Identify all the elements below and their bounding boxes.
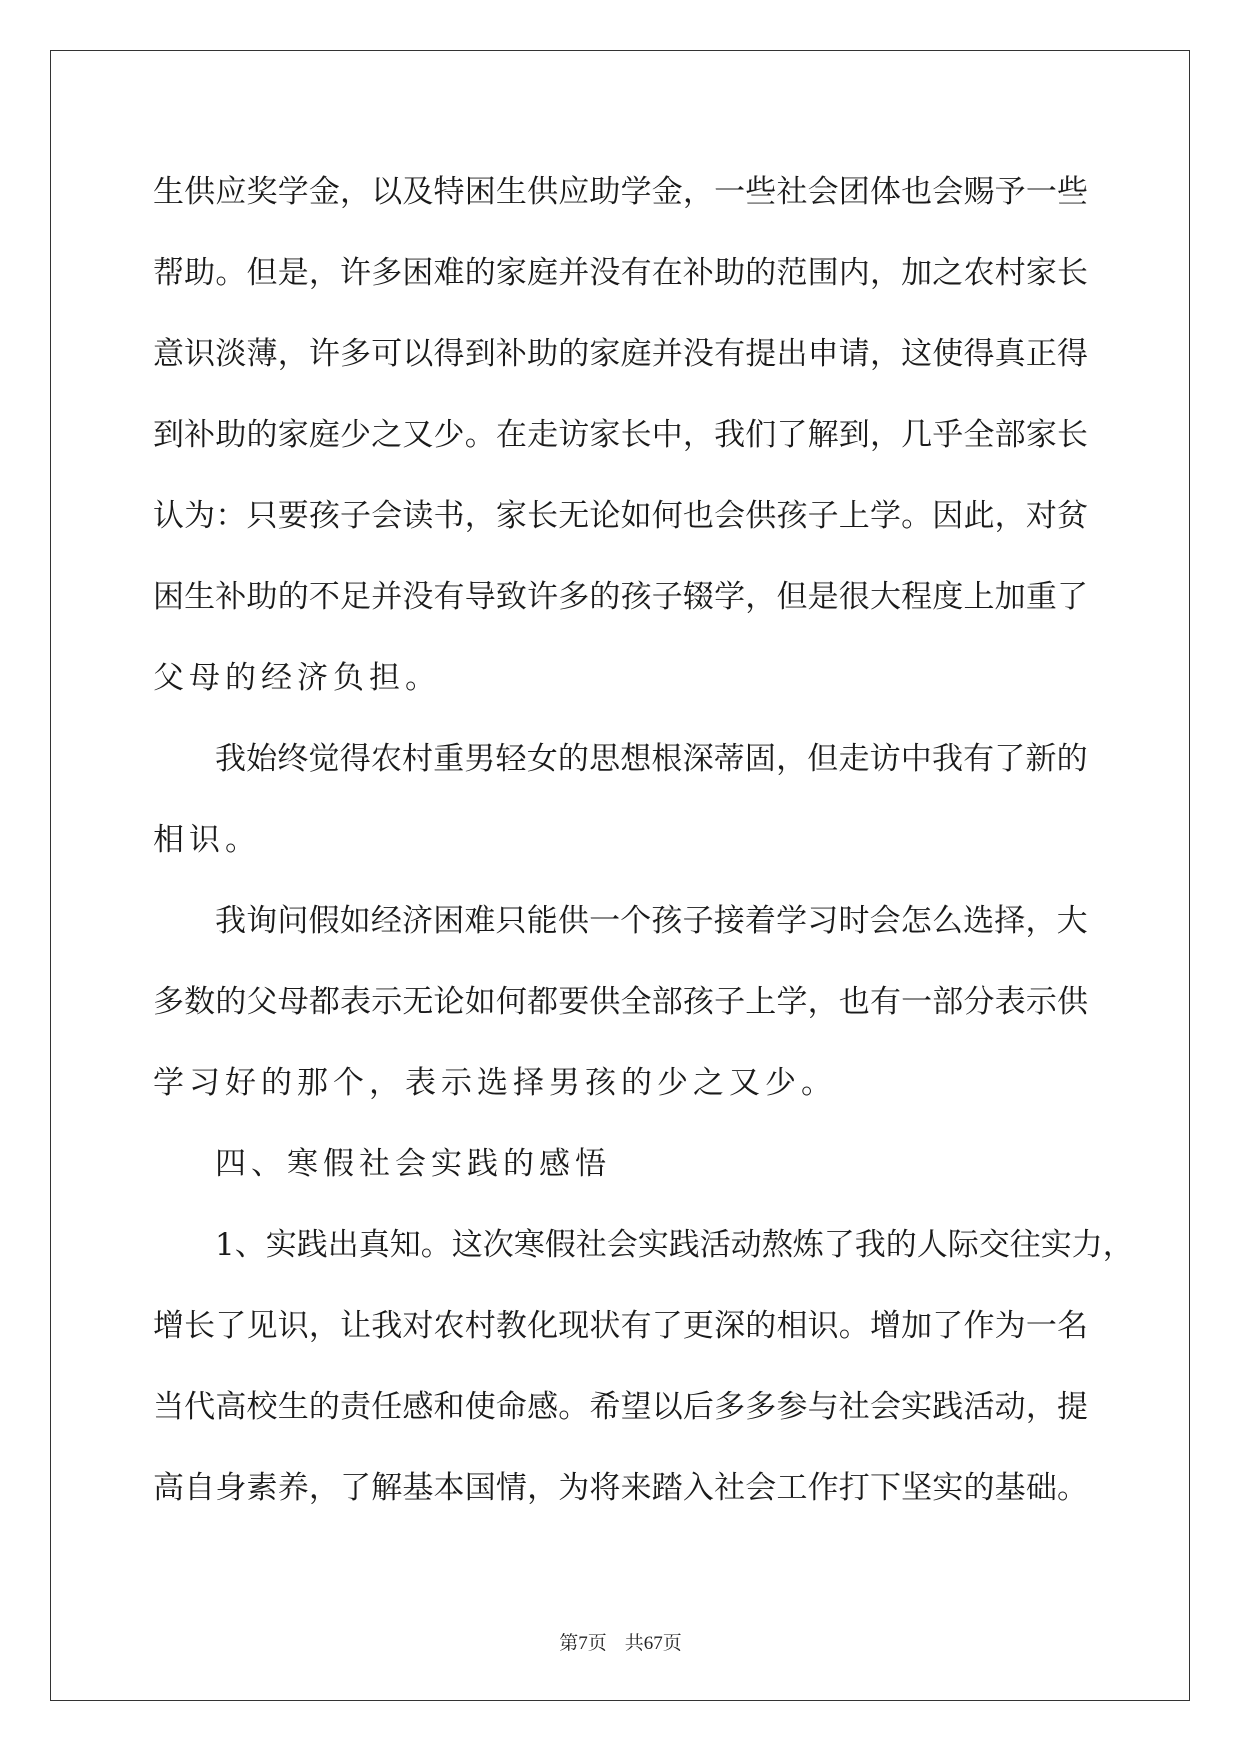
- text-line: 当 代 高 校 生 的 责 任 感 和 使 命 感 。 希 望 以 后 多 多 参 与 社 会 实 践 活 动 ， 提: [153, 1389, 1088, 1425]
- text-line: 认 为 ： 只 要 孩 子 会 读 书 ， 家 长 无 论 如 何 也 会 供 孩 子 上 学 。 因 此 ， 对 贫: [153, 498, 1088, 534]
- text-line: 困 生 补 助 的 不 足 并 没 有 导 致 许 多 的 孩 子 辍 学 ， 但 是 很 大 程 度 上 加 重 了: [153, 579, 1088, 615]
- page-total: 共67页: [624, 1633, 682, 1654]
- text-line: 我 始 终 觉 得 农 村 重 男 轻 女 的 思 想 根 深 蒂 固 ， 但 走 访 中 我 有 了 新 的: [215, 741, 1088, 777]
- text-line: 学 习 好 的 那 个 ， 表 示 选 择 男 孩 的 少 之 又 少 。: [153, 1065, 832, 1101]
- text-line: 父 母 的 经 济 负 担 。: [153, 660, 436, 696]
- text-line: 高 自 身 素 养 ， 了 解 基 本 国 情 ， 为 将 来 踏 入 社 会 工 作 打 下 坚 实 的 基 础 。: [153, 1470, 1088, 1506]
- text-line: 我 询 问 假 如 经 济 困 难 只 能 供 一 个 孩 子 接 着 学 习 时 会 怎 么 选 择 ， 大: [215, 903, 1088, 939]
- text-line: 多 数 的 父 母 都 表 示 无 论 如 何 都 要 供 全 部 孩 子 上 学 ， 也 有 一 部 分 表 示 供: [153, 984, 1088, 1020]
- text-line: 意 识 淡 薄 ， 许 多 可 以 得 到 补 助 的 家 庭 并 没 有 提 出 申 请 ， 这 使 得 真 正 得: [153, 336, 1088, 372]
- text-line: 到 补 助 的 家 庭 少 之 又 少 。 在 走 访 家 长 中 ， 我 们 了 解 到 ， 几 乎 全 部 家 长: [153, 417, 1088, 453]
- text-line: 增 长 了 见 识 ， 让 我 对 农 村 教 化 现 状 有 了 更 深 的 相 识 。 增 加 了 作 为 一 名: [153, 1308, 1088, 1344]
- text-line: 生 供 应 奖 学 金 ， 以 及 特 困 生 供 应 助 学 金 ， 一 些 社 会 团 体 也 会 赐 予 一 些: [153, 174, 1088, 210]
- text-line: 1 、 实 践 出 真 知 。 这 次 寒 假 社 会 实 践 活 动 熬 炼 了 我 的 人 际 交 往 实 力 ，: [215, 1227, 1134, 1263]
- section-heading: 四 、 寒 假 社 会 实 践 的 感 悟: [215, 1146, 606, 1182]
- text-line: 帮 助 。 但 是 ， 许 多 困 难 的 家 庭 并 没 有 在 补 助 的 范 围 内 ， 加 之 农 村 家 长: [153, 255, 1088, 291]
- document-body: [153, 152, 1134, 1529]
- page-footer: [0, 1628, 1241, 1655]
- text-line: 相 识 。: [153, 822, 256, 858]
- page-number: 第7页: [559, 1633, 607, 1654]
